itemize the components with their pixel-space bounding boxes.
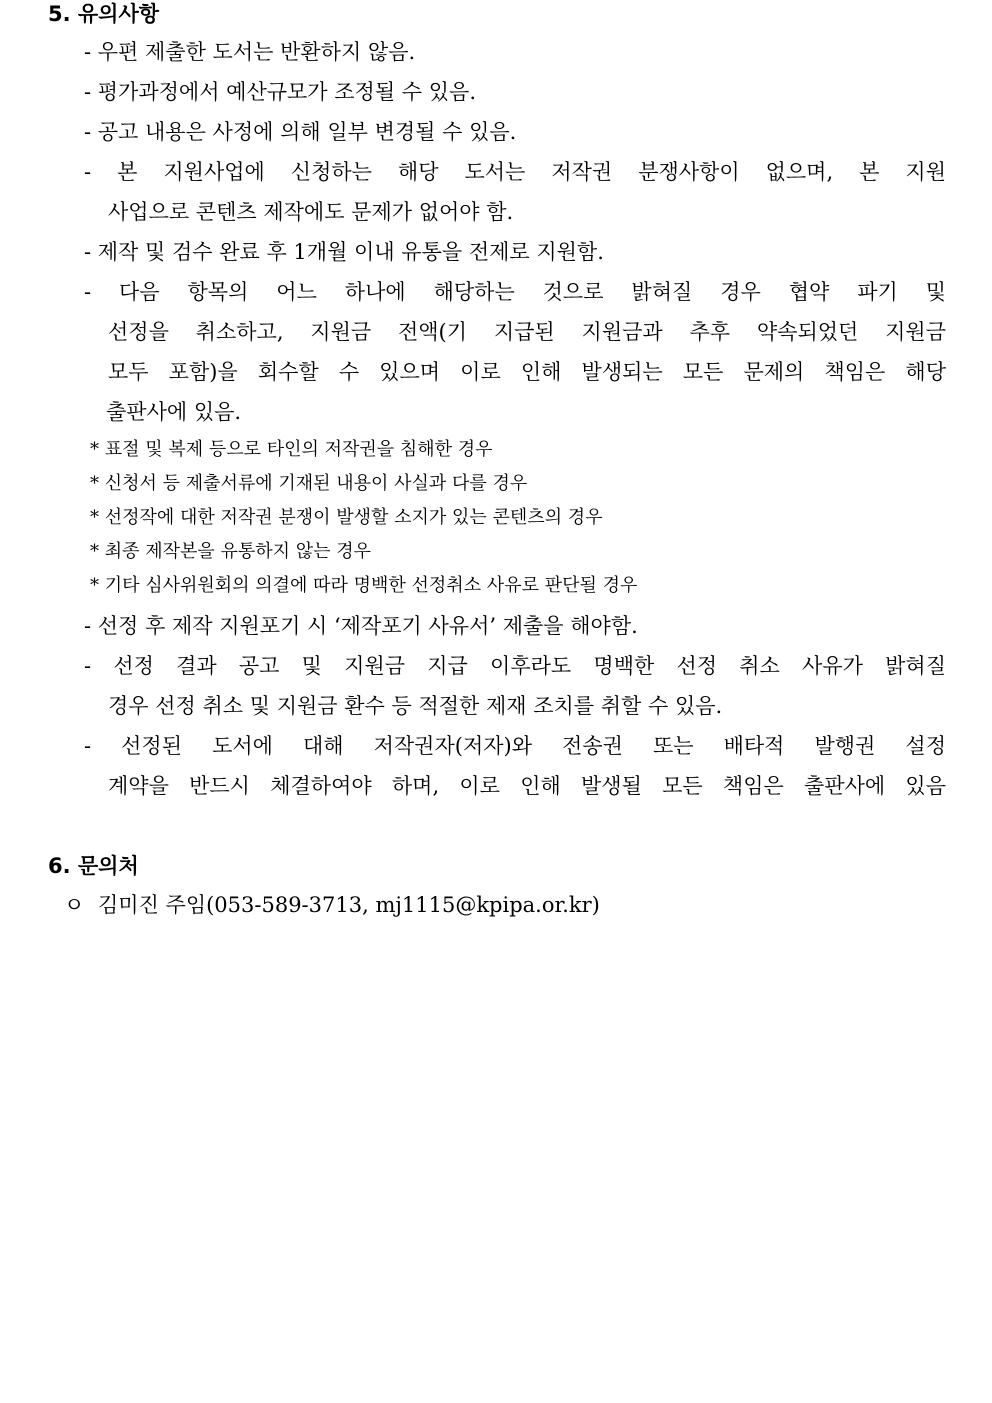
notice-item-1: - 우편 제출한 도서는 반환하지 않음. (84, 40, 416, 64)
bullet-circle-icon: ㅇ (64, 893, 85, 917)
sub-item-5: * 기타 심사위원회의 의결에 따라 명백한 선정취소 사유로 판단될 경우 (90, 575, 638, 596)
notice-item-4: - 본 지원사업에 신청하는 해당 도서는 저작권 분쟁사항이 없으며, 본 지원 사업으로 콘텐츠 제작에도 문제가 없어야 함. (84, 160, 946, 224)
notice-item-7: - 선정 후 제작 지원포기 시 ‘제작포기 사유서’ 제출을 해야함. (84, 614, 638, 638)
notice-item-5: - 제작 및 검수 완료 후 1개월 이내 유통을 전제로 지원함. (84, 240, 604, 264)
notice-item-8: - 선정 결과 공고 및 지원금 지급 이후라도 명백한 선정 취소 사유가 밝혀질 경우 선정 취소 및 지원금 환수 등 적절한 제재 조치를 취할 수 있음. (84, 654, 946, 718)
sub-item-2: * 신청서 등 제출서류에 기재된 내용이 사실과 다를 경우 (90, 473, 528, 494)
sub-item-3: * 선정작에 대한 저작권 분쟁이 발생할 소지가 있는 콘텐츠의 경우 (90, 507, 603, 528)
notice-item-9: - 선정된 도서에 대해 저작권자(저자)와 전송권 또는 배타적 발행권 설정 계약을 반드시 체결하여야 하며, 이로 인해 발생될 모든 책임은 출판사에 있음 (84, 734, 946, 798)
notice-item-3: - 공고 내용은 사정에 의해 일부 변경될 수 있음. (84, 120, 517, 144)
notice-item-6: - 다음 항목의 어느 하나에 해당하는 것으로 밝혀질 경우 협약 파기 및 선정을 취소하고, 지원금 전액(기 지급된 지원금과 추후 약속되었던 지원금 모두 포함)을 회수할 수 있으며 이로 인해 발생되는 모든 문제의 책임은 해당 출판사에 있음. (84, 280, 946, 424)
section-6-title: 6. 문의처 (48, 854, 139, 878)
contact-line (64, 890, 600, 920)
sub-item-4: * 최종 제작본을 유통하지 않는 경우 (90, 541, 372, 562)
sub-item-1: * 표절 및 복제 등으로 타인의 저작권을 침해한 경우 (90, 439, 493, 460)
notice-item-2: - 평가과정에서 예산규모가 조정될 수 있음. (84, 80, 477, 104)
section-5-title: 5. 유의사항 (48, 2, 160, 26)
contact-info: 김미진 주임(053-589-3713, mj1115@kpipa.or.kr) (98, 893, 600, 917)
